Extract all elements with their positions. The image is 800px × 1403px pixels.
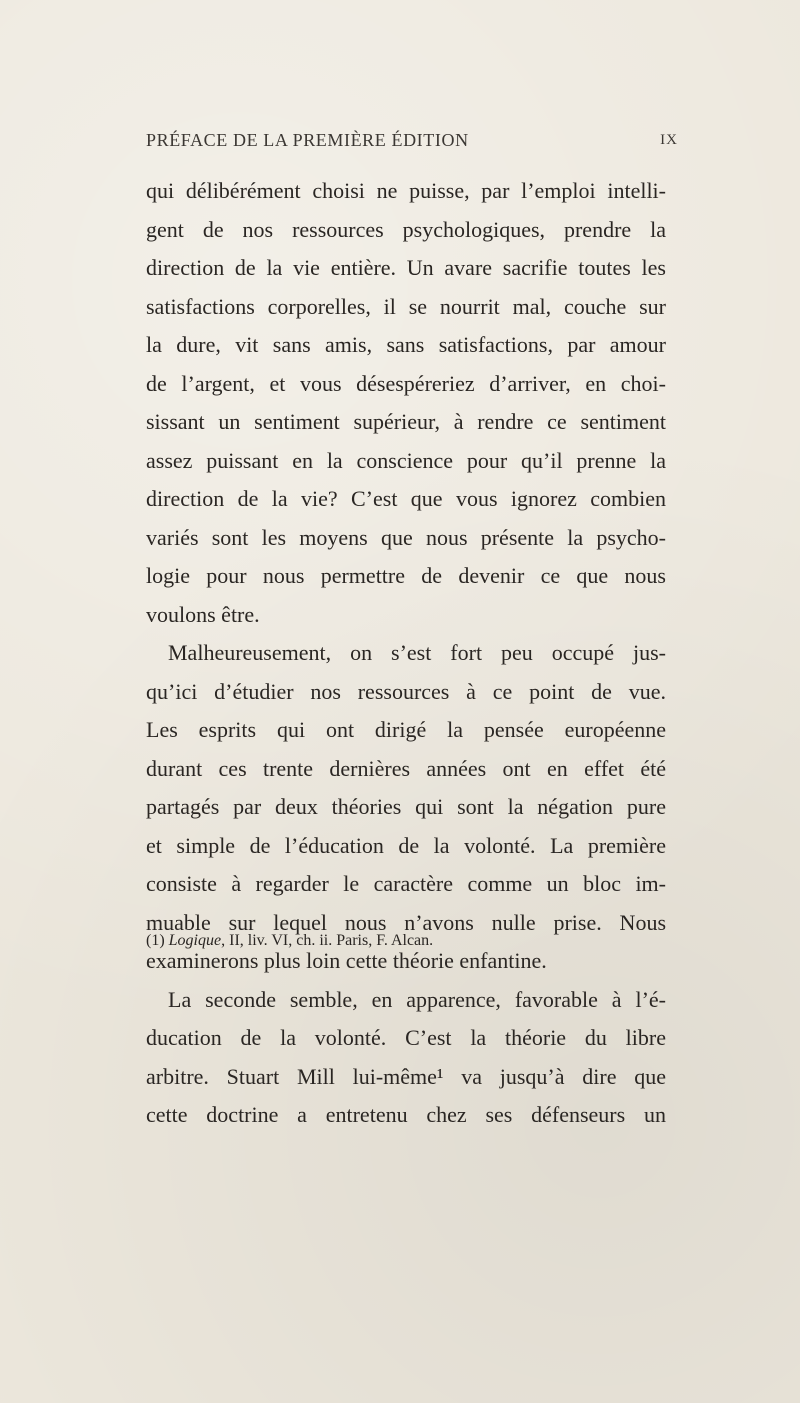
footnote-work-title: Logique — [168, 932, 222, 949]
text-line: la dure, vit sans amis, sans satisfactions, par amour — [146, 332, 666, 357]
text-line: voulons être. — [146, 601, 260, 627]
text-line: sissant un sentiment supérieur, à rendre ce sentiment — [146, 409, 666, 434]
text-line: Les esprits qui ont dirigé la pensée européenne — [146, 717, 666, 742]
running-head — [146, 130, 678, 160]
footnote-marker: (1) — [146, 932, 165, 949]
text-line: arbitre. Stuart Mill lui-même¹ va jusqu’à dire que — [146, 1063, 666, 1089]
text-line: cette doctrine a entretenu chez ses défenseurs un — [146, 1102, 666, 1127]
body-text — [146, 172, 666, 1135]
text-line: examinerons plus loin cette théorie enfantine. — [146, 948, 547, 973]
text-line: logie pour nous permettre de devenir ce que nous — [146, 563, 666, 588]
text-line: qu’ici d’étudier nos ressources à ce point de vue. — [146, 678, 666, 704]
text-line: qui délibérément choisi ne puisse, par l’emploi intelli- — [146, 178, 666, 203]
text-line: gent de nos ressources psychologiques, prendre la — [146, 216, 666, 242]
text-line: partagés par deux théories qui sont la négation pure — [146, 794, 666, 819]
footnote-reference: , II, liv. VI, ch. ii. Paris, F. Alcan. — [221, 932, 434, 949]
text-line: et simple de l’éducation de la volonté. La première — [146, 832, 666, 858]
running-head-title: PRÉFACE DE LA PREMIÈRE ÉDITION — [146, 130, 469, 150]
text-line: assez puissant en la conscience pour qu’il prenne la — [146, 447, 666, 473]
text-line: ducation de la volonté. C’est la théorie du libre — [146, 1025, 666, 1050]
footnote — [146, 932, 666, 950]
text-line: durant ces trente dernières années ont en effet été — [146, 755, 666, 781]
text-line: consiste à regarder le caractère comme un bloc im- — [146, 871, 666, 896]
text-line: de l’argent, et vous désespéreriez d’arriver, en choi- — [146, 370, 666, 396]
text-line: direction de la vie? C’est que vous ignorez combien — [146, 486, 666, 511]
text-line: muable sur lequel nous n’avons nulle prise. Nous — [146, 909, 666, 935]
text-line: Malheureusement, on s’est fort peu occupé jus- — [168, 640, 666, 665]
text-line: La seconde semble, en apparence, favorable à l’é- — [168, 986, 666, 1012]
page-number: IX — [660, 132, 678, 148]
text-line: satisfactions corporelles, il se nourrit mal, couche sur — [146, 293, 666, 319]
text-line: direction de la vie entière. Un avare sacrifie toutes les — [146, 255, 666, 280]
text-line: variés sont les moyens que nous présente la psycho- — [146, 524, 666, 550]
